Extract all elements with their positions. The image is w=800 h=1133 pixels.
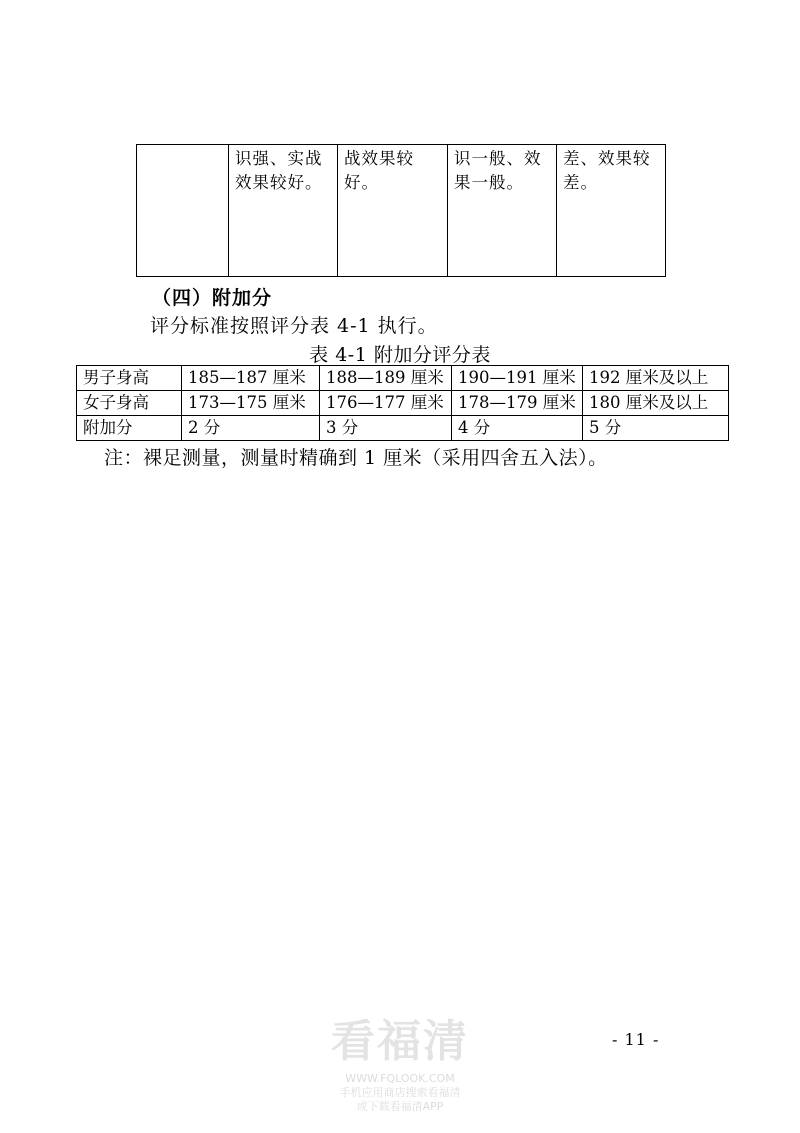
table-cell [137,145,229,277]
table-row [137,145,666,277]
watermark-line: 或下载看福清APP [356,1100,444,1113]
table-cell: 识强、实战效果较好。 [229,145,338,277]
table-cell: 180 厘米及以上 [583,391,729,416]
table-cell: 192 厘米及以上 [583,366,729,391]
table-row [77,391,729,416]
watermark-logo: 看福清 [331,1016,469,1067]
table-cell: 173—175 厘米 [182,391,320,416]
table-cell: 识一般、效果一般。 [448,145,557,277]
intro-paragraph: 评分标准按照评分表 4-1 执行。 [150,315,438,337]
table-caption: 表 4-1 附加分评分表 [309,344,491,366]
table-cell: 190—191 厘米 [452,366,583,391]
section-heading: （四）附加分 [152,287,273,309]
table-note: 注：裸足测量，测量时精确到 1 厘米（采用四舍五入法）。 [104,447,608,469]
bonus-score-table [76,365,729,441]
table-cell: 2 分 [182,416,320,441]
table-row [77,366,729,391]
table-cell: 176—177 厘米 [320,391,452,416]
row-header-cell: 女子身高 [77,391,182,416]
table-cell: 3 分 [320,416,452,441]
table-cell: 5 分 [583,416,729,441]
table-cell: 差、效果较差。 [557,145,666,277]
watermark-url: WWW.FQLOOK.COM [345,1072,455,1085]
table-cell: 178—179 厘米 [452,391,583,416]
table-cell: 战效果较好。 [338,145,448,277]
row-header-cell: 附加分 [77,416,182,441]
page-number: - 11 - [612,1030,660,1049]
table-row [77,416,729,441]
table-cell: 188—189 厘米 [320,366,452,391]
watermark-line: 手机应用商店搜索看福清 [339,1086,461,1099]
table-cell: 4 分 [452,416,583,441]
watermark [300,1018,500,1114]
row-header-cell: 男子身高 [77,366,182,391]
criteria-table-continuation [136,144,666,277]
table-cell: 185—187 厘米 [182,366,320,391]
